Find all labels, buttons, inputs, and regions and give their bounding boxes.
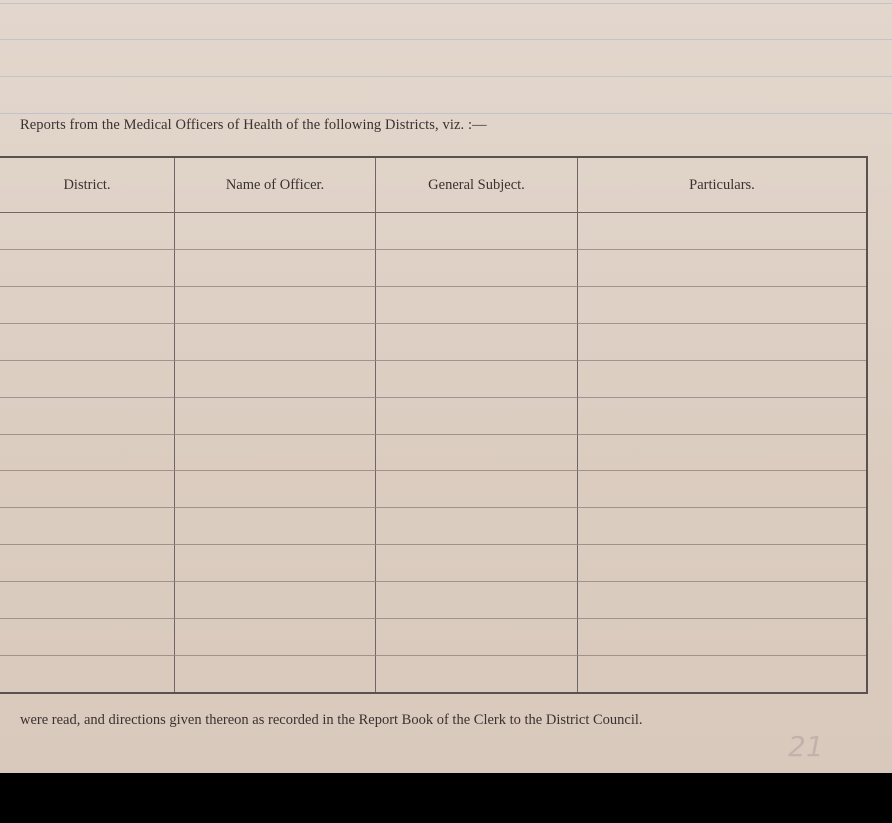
ruled-line <box>0 76 892 77</box>
table-row-line <box>0 581 866 582</box>
form-heading: Reports from the Medical Officers of Health of the following Districts, viz. :— <box>20 117 487 133</box>
table-row-line <box>0 397 866 398</box>
header-rule <box>0 212 866 213</box>
ruled-line <box>0 3 892 4</box>
column-divider <box>174 158 175 692</box>
table-row-line <box>0 249 866 250</box>
table-row-line <box>0 618 866 619</box>
table-row-line <box>0 507 866 508</box>
table-row-line <box>0 360 866 361</box>
column-header-particulars: Particulars. <box>689 176 755 193</box>
table-row-line <box>0 544 866 545</box>
table-row-line <box>0 470 866 471</box>
column-header-district: District. <box>63 176 111 193</box>
table-row-line <box>0 655 866 656</box>
table-row-line <box>0 323 866 324</box>
reports-table <box>0 156 868 694</box>
table-row-line <box>0 434 866 435</box>
column-divider <box>577 158 578 692</box>
ruled-line <box>0 39 892 40</box>
column-header-officer: Name of Officer. <box>225 176 325 193</box>
table-row-line <box>0 286 866 287</box>
pencil-note: 21 <box>788 730 824 763</box>
form-footer: were read, and directions given thereon as recorded in the Report Book of the Clerk to the District Council. <box>20 712 643 728</box>
column-divider <box>375 158 376 692</box>
ruled-line <box>0 113 892 114</box>
column-header-subject: General Subject. <box>428 176 525 193</box>
